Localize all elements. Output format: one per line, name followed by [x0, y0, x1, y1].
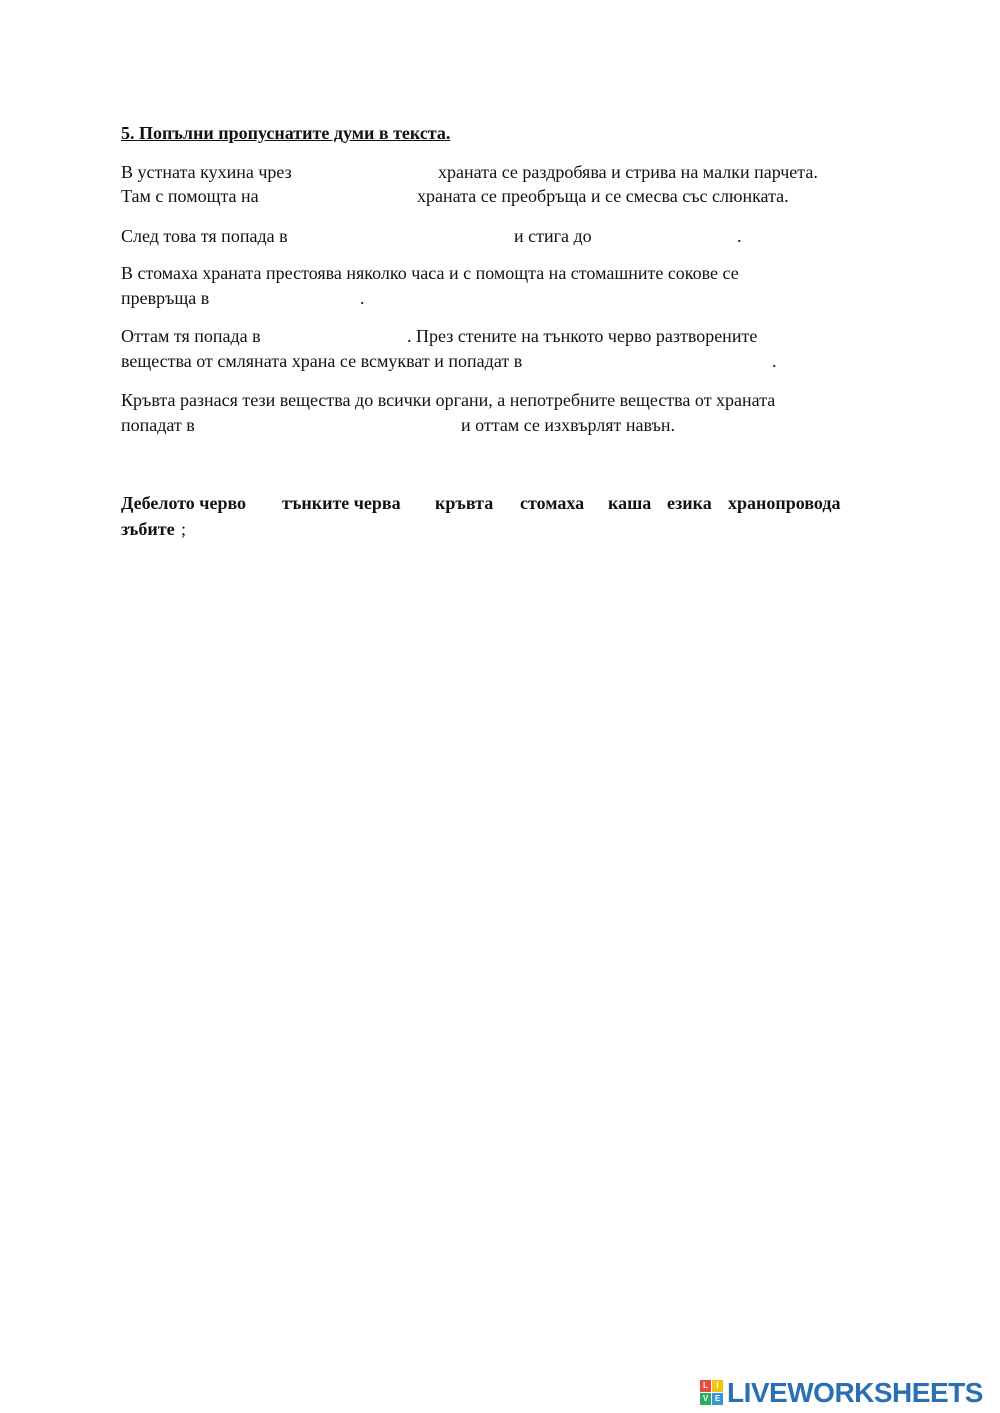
- answer-blank-4[interactable]: [606, 224, 731, 246]
- logo-cube: V: [700, 1393, 711, 1405]
- answer-blank-3[interactable]: [312, 224, 507, 246]
- word-bank-item: езика: [667, 493, 712, 513]
- text-line-3b: и стига до: [514, 226, 592, 246]
- word-bank-item: зъбите: [121, 519, 175, 539]
- text-line-6a: Оттам тя попада в: [121, 326, 261, 346]
- text-line-8: Кръвта разнася тези вещества до всички органи, а непотребните вещества от храната: [121, 390, 776, 410]
- answer-blank-2[interactable]: [280, 184, 410, 206]
- word-bank-item: каша: [608, 493, 652, 513]
- text-line-1a: В устната кухина чрез: [121, 162, 292, 182]
- answer-blank-5[interactable]: [224, 286, 356, 308]
- text-line-5b: .: [360, 288, 365, 308]
- word-bank-item: кръвта: [435, 493, 494, 513]
- text-line-9b: и оттам се изхвърлят навън.: [461, 415, 676, 435]
- word-bank-item: Дебелото черво: [121, 493, 247, 513]
- word-bank-item: хранопровода: [728, 493, 841, 513]
- logo-cube: L: [700, 1380, 711, 1392]
- word-bank-item: тънките черва: [282, 493, 401, 513]
- word-bank-item: стомаха: [520, 493, 585, 513]
- exercise-title: 5. Попълни пропуснатите думи в текста.: [121, 123, 451, 143]
- text-line-6b: . През стените на тънкото черво разтворените: [407, 326, 758, 346]
- text-line-4: В стомаха храната престоява няколко часа и с помощта на стомашните сокове се: [121, 263, 739, 283]
- text-line-2a: Там с помощта на: [121, 186, 259, 206]
- logo-cube: E: [712, 1393, 723, 1405]
- logo-text: LIVEWORKSHEETS: [727, 1377, 983, 1408]
- logo-cube: I: [712, 1380, 723, 1392]
- text-line-1b: храната се раздробява и стрива на малки парчета.: [438, 162, 818, 182]
- word-bank-terminator: ;: [181, 519, 187, 539]
- text-line-7b: .: [772, 351, 777, 371]
- answer-blank-1[interactable]: [318, 160, 433, 182]
- text-line-7a: вещества от смляната храна се всмукват и попадат в: [121, 351, 523, 371]
- text-line-9a: попадат в: [121, 415, 195, 435]
- liveworksheets-logo: [700, 1378, 983, 1408]
- answer-blank-6[interactable]: [282, 324, 402, 346]
- text-line-3a: След това тя попада в: [121, 226, 288, 246]
- text-line-5a: превръща в: [121, 288, 210, 308]
- logo-cubes-icon: [700, 1380, 724, 1406]
- text-line-3c: .: [737, 226, 742, 246]
- answer-blank-8[interactable]: [210, 413, 455, 435]
- text-line-2b: храната се преобръща и се смесва със слюнката.: [417, 186, 789, 206]
- answer-blank-7[interactable]: [578, 349, 768, 371]
